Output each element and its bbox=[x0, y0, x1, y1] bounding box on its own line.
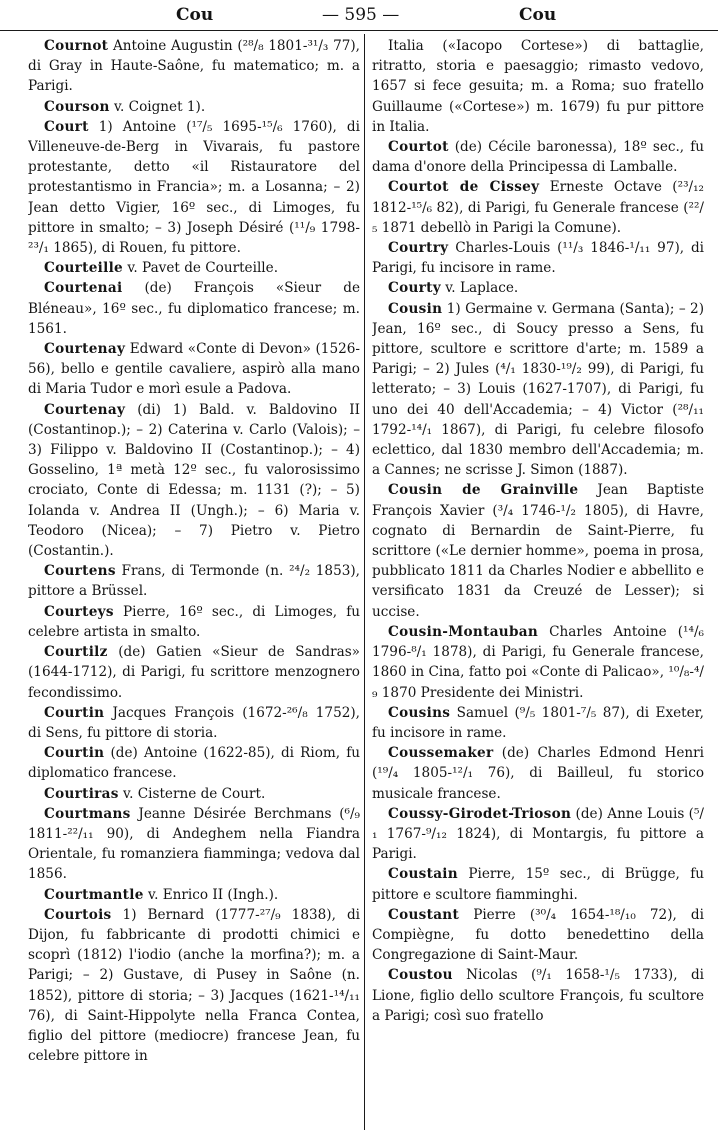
entry-text: Pierre, 16º sec., di Limoges, fu celebre artista in smalto. bbox=[28, 603, 360, 640]
entry-text: Antoine Augustin (²⁸/₈ 1801-³¹/₃ 77), di Gray in Haute-Saône, fu matematico; m. a Parigi. bbox=[28, 38, 360, 95]
entry-text: Pierre (³⁰/₄ 1654-¹⁸/₁₀ 72), di Compiègne, fu dotto benedettino della Congregazione di Saint-Maur. bbox=[372, 906, 704, 964]
entry-text: Charles-Louis (¹¹/₃ 1846-¹/₁₁ 97), di Parigi, fu incisore in rame. bbox=[372, 240, 704, 277]
dictionary-entry bbox=[372, 137, 704, 177]
entry-headword: Cournot bbox=[44, 38, 109, 54]
header-right-word: Cou bbox=[519, 5, 557, 25]
entry-headword: Cousin-Montauban bbox=[388, 623, 539, 640]
entry-headword: Courty bbox=[388, 280, 441, 297]
dictionary-entry bbox=[28, 784, 360, 804]
column-divider bbox=[364, 34, 365, 1130]
dictionary-entry bbox=[372, 905, 704, 966]
dictionary-entry bbox=[372, 238, 704, 278]
dictionary-entry bbox=[372, 804, 704, 865]
entry-headword: Coustou bbox=[388, 967, 453, 984]
entry-headword: Courteys bbox=[44, 603, 114, 620]
entry-text: Samuel (⁹/₅ 1801-⁷/₅ 87), di Exeter, fu incisore in rame. bbox=[372, 704, 704, 741]
dictionary-entry bbox=[372, 480, 704, 621]
entry-text: (di) 1) Bald. v. Baldovino II (Costantinop.); – 2) Caterina v. Carlo (Valois); – 3) Filippo v. Baldovino II (Costantinop.); – 4) Gosselino, 1ª metà 12º sec., fu valorosissimo crociato, Conte di Edessa; m. 1131 (?); – 5) Iolanda v. Andrea II (Ungh.); – 6) Maria v. Teodoro (Nicea); – 7) Pietro v. Pietro (Costantin.). bbox=[28, 401, 360, 560]
entry-text: 1) Germaine v. Germana (Santa); – 2) Jean, 16º sec., di Soucy presso a Sens, fu pittore, scultore e scrittore d'arte; m. 1589 a Parigi; – 2) Jules (⁴/₁ 1830-¹⁹/₂ 99), di Parigi, fu letterato; – 3) Louis (1627-1707), di Parigi, fu uno dei 40 dell'Accademia; – 4) Victor (²⁸/₁₁ 1792-¹⁴/₁ 1867), di Parigi, fu celebre filosofo eclettico, dal 1830 membro dell'Accademia; m. a Cannes; ne scrisse J. Simon (1887). bbox=[372, 300, 704, 479]
entry-text: Edward «Conte di Devon» (1526-56), bello e gentile cavaliere, aspirò alla mano di Maria Tudor e morì esule a Padova. bbox=[28, 341, 360, 398]
entry-headword: Courtin bbox=[44, 704, 105, 721]
entry-headword: Courtot bbox=[388, 139, 449, 156]
entry-headword: Coussemaker bbox=[388, 745, 494, 762]
entry-text: Nicolas (⁹/₁ 1658-¹/₅ 1733), di Lione, figlio dello scultore François, fu scultore a Parigi; così suo fratello bbox=[372, 967, 704, 1024]
entry-headword: Courtot de Cissey bbox=[388, 179, 540, 196]
entry-headword: Cousin de Grainville bbox=[388, 482, 579, 499]
entry-headword: Courtilz bbox=[44, 644, 108, 661]
dictionary-entry bbox=[28, 642, 360, 703]
entry-headword: Courson bbox=[44, 98, 110, 115]
dictionary-entry bbox=[28, 400, 360, 562]
entry-headword: Courteille bbox=[44, 260, 124, 277]
entry-text: v. Enrico II (Ingh.). bbox=[143, 886, 279, 903]
entry-headword: Coustant bbox=[388, 906, 460, 923]
dictionary-entry bbox=[372, 299, 704, 481]
dictionary-entry bbox=[28, 561, 360, 601]
dictionary-entry bbox=[28, 117, 360, 258]
entry-text: v. Coignet 1). bbox=[109, 98, 206, 115]
entry-text: Pierre, 15º sec., di Brügge, fu pittore e scultore fiamminghi. bbox=[372, 866, 704, 903]
running-header bbox=[0, 0, 718, 31]
dictionary-entry bbox=[28, 804, 360, 885]
entry-headword: Coussy-Girodet-Trioson bbox=[388, 805, 572, 822]
dictionary-entry bbox=[372, 622, 704, 703]
entry-text: (de) Gatien «Sieur de Sandras» (1644-1712), di Parigi, fu scrittore menzognero fecondissimo. bbox=[28, 644, 360, 701]
entry-headword: Courtry bbox=[388, 240, 449, 257]
entry-text: Jacques François (1672-²⁶/₈ 1752), di Sens, fu pittore di storia. bbox=[28, 704, 360, 741]
dictionary-entry bbox=[372, 703, 704, 743]
dictionary-entry bbox=[28, 258, 360, 278]
entry-headword: Coustain bbox=[388, 866, 458, 883]
entry-text: (de) Anne Louis (⁵/₁ 1767-⁹/₁₂ 1824), di Montargis, fu pittore a Parigi. bbox=[372, 805, 704, 863]
entry-text: v. Pavet de Courteille. bbox=[123, 260, 279, 277]
entry-headword: Court bbox=[44, 118, 89, 135]
dictionary-entry bbox=[28, 36, 360, 97]
entry-headword: Cousins bbox=[388, 704, 451, 721]
dictionary-entry bbox=[372, 36, 704, 137]
right-column bbox=[372, 36, 704, 1128]
entry-headword: Courtenay bbox=[44, 341, 126, 358]
dictionary-entry bbox=[372, 864, 704, 904]
dictionary-entry bbox=[372, 743, 704, 804]
dictionary-entry bbox=[28, 278, 360, 339]
entry-headword: Courtmantle bbox=[44, 886, 144, 903]
entry-headword: Courtmans bbox=[44, 805, 131, 822]
entry-text: 1) Antoine (¹⁷/₅ 1695-¹⁵/₆ 1760), di Villeneuve-de-Berg in Vivarais, fu pastore protestante, detto «il Ristauratore del protestantismo in Francia»; m. a Losanna; – 2) Jean detto Vigier, 16º sec., di Limoges, fu pittore in smalto; – 3) Joseph Désiré (¹¹/₉ 1798-²³/₁ 1865), di Rouen, fu pittore. bbox=[28, 118, 360, 257]
entry-text: Italia («Iacopo Cortese») di battaglie, ritratto, storia e paesaggio; rimasto vedovo, 1657 si fece gesuita; m. a Roma; suo fratello Guillaume («Cortese») m. 1679) fu pur pittore in Italia. bbox=[372, 38, 704, 135]
entry-headword: Courtenai bbox=[44, 280, 123, 297]
entry-text: v. Cisterne de Court. bbox=[118, 785, 266, 802]
entry-text: Jean Baptiste François Xavier (³/₄ 1746-¹/₂ 1805), di Havre, cognato di Bernardin de Saint-Pierre, fu scrittore («Le dernier homme», poema in prosa, pubblicato 1811 da Charles Nodier e abbellito e versificato 1831 da Creuzé de Lesser); si uccise. bbox=[372, 482, 704, 620]
entry-text: (de) François «Sieur de Bléneau», 16º sec., fu diplomatico francese; m. 1561. bbox=[28, 280, 360, 337]
entry-text: (de) Charles Edmond Henri (¹⁹/₄ 1805-¹²/₁ 76), di Bailleul, fu storico musicale francese. bbox=[372, 745, 704, 802]
entry-headword: Cousin bbox=[388, 300, 443, 317]
entry-headword: Courtiras bbox=[44, 785, 119, 802]
dictionary-entry bbox=[28, 743, 360, 783]
entry-text: Charles Antoine (¹⁴/₆ 1796-⁸/₁ 1878), di Parigi, fu Generale francese, 1860 in Cina, fatto poi «Conte di Palicao», ¹⁰/₈-⁴/₉ 1870 Presidente dei Ministri. bbox=[372, 623, 704, 701]
dictionary-entry bbox=[28, 905, 360, 1067]
dictionary-entry bbox=[372, 177, 704, 238]
entry-text: (de) Antoine (1622-85), di Riom, fu diplomatico francese. bbox=[28, 745, 360, 782]
entry-headword: Courtois bbox=[44, 906, 112, 923]
entry-text: 1) Bernard (1777-²⁷/₉ 1838), di Dijon, fu fabbricante di prodotti chimici e scoprì (1812) l'iodio (anche la morfina?); m. a Parigi; – 2) Gustave, di Pusey in Saône (n. 1852), pittore di storia; – 3) Jacques (1621-¹⁴/₁₁ 76), di Saint-Hippolyte nella Franca Contea, figlio del pittore (mediocre) francese Jean, fu celebre pittore in bbox=[28, 906, 360, 1065]
entry-headword: Courtenay bbox=[44, 401, 126, 418]
dictionary-entry bbox=[372, 278, 704, 298]
entry-headword: Courtin bbox=[44, 745, 105, 762]
dictionary-entry bbox=[28, 703, 360, 743]
entry-text: (de) Cécile baronessa), 18º sec., fu dama d'onore della Principessa di Lamballe. bbox=[372, 139, 704, 176]
dictionary-entry bbox=[28, 602, 360, 642]
entry-text: Frans, di Termonde (n. ²⁴/₂ 1853), pittore a Brüssel. bbox=[28, 563, 360, 600]
entry-text: Jeanne Désirée Berchmans (⁶/₉ 1811-²²/₁₁ 90), di Andeghem nella Fiandra Orientale, fu romanziera fiamminga; vedova dal 1856. bbox=[28, 805, 360, 883]
dictionary-entry bbox=[28, 885, 360, 905]
dictionary-entry bbox=[28, 97, 360, 117]
header-left-word: Cou bbox=[176, 5, 214, 25]
dictionary-entry bbox=[28, 339, 360, 400]
entry-text: v. Laplace. bbox=[440, 280, 519, 297]
entry-headword: Courtens bbox=[44, 563, 116, 580]
entry-text: Erneste Octave (²³/₁₂ 1812-¹⁵/₆ 82), di Parigi, fu Generale francese (²²/₅ 1871 debellò in Parigi la Comune). bbox=[372, 179, 704, 236]
dictionary-entry bbox=[372, 965, 704, 1026]
page-number: — 595 — bbox=[322, 5, 400, 25]
left-column bbox=[28, 36, 360, 1128]
